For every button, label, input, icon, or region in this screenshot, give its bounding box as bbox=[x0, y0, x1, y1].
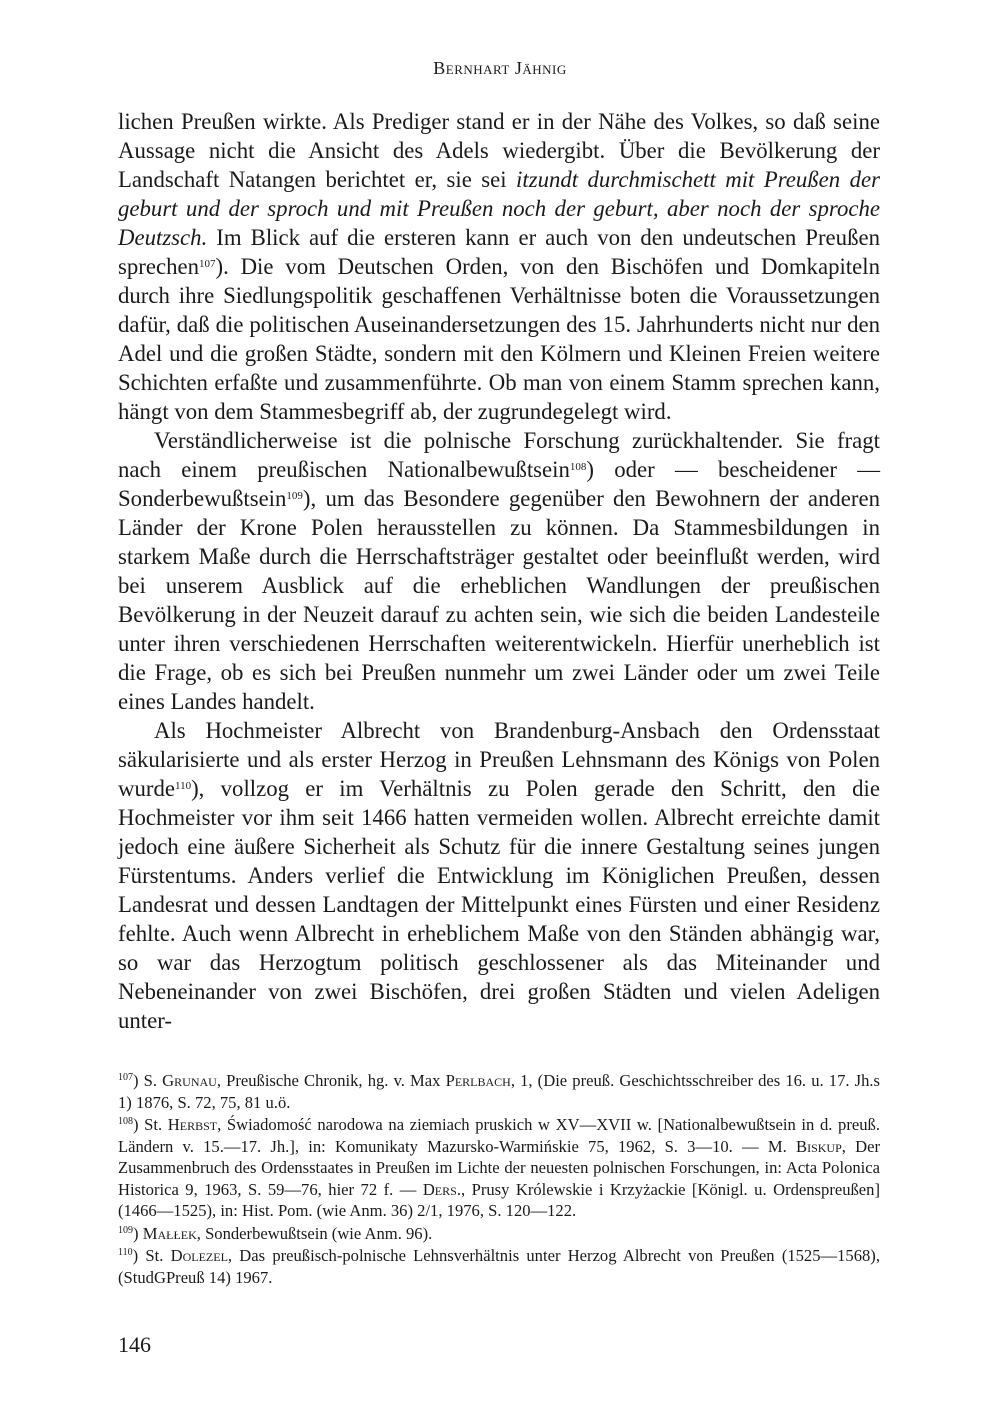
text-run: Im Blick auf die ersteren kann er auch von den undeutschen Preußen sprechen bbox=[118, 225, 880, 279]
running-head: Bernhart Jähnig bbox=[433, 58, 567, 78]
text-run: St. bbox=[145, 1246, 171, 1265]
paragraph bbox=[118, 716, 880, 1035]
author-name: Ders. bbox=[422, 1179, 461, 1199]
footnote bbox=[118, 1114, 880, 1222]
footnote bbox=[118, 1070, 880, 1113]
main-text bbox=[118, 107, 880, 1035]
text-run: , Das preußisch-polnische Lehnsverhältnis unter Herzog Albrecht von Preußen (1525—1568), (StudGPreuß 14) 1967. bbox=[118, 1246, 880, 1287]
page-number: 146 bbox=[118, 1332, 151, 1357]
text-run: , Sonderbewußtsein (wie Anm. 96). bbox=[196, 1223, 433, 1243]
text-run: , Świadomość narodowa na ziemiach pruskich w XV—XVII w. [Nationalbewußtsein in d. preuß. Ländern v. 15.—17. Jh.], in: Komunikaty Mazursko-Warmińskie 75, 1962, S. 3—10. — M. bbox=[118, 1115, 880, 1156]
text-run: ) oder — bescheidener — Sonderbewußtsein bbox=[118, 457, 880, 511]
text-run: Verständlicherweise ist die polnische Forschung zurückhaltender. Sie fragt nach einem preußischen Nationalbewußtsein bbox=[118, 428, 880, 482]
author-name: Grunau bbox=[162, 1071, 217, 1090]
footnote-number: $^{108}$) bbox=[118, 1115, 145, 1134]
text-run: S. bbox=[143, 1071, 163, 1090]
author-name: Herbst bbox=[167, 1115, 218, 1134]
text-run: , Prusy Królewskie i Krzyżackie [Königl. u. Ordenspreußen] (1466—1525), in: Hist. Pom. (wie Anm. 36) 2/1, 1976, S. 120—122. bbox=[118, 1179, 880, 1220]
text-run: ), vollzog er im Verhältnis zu Polen gerade den Schritt, den die Hochmeister vor ihm seit 1466 hatten vermeiden wollen. Albrecht erreichte damit jedoch eine äußere Sicherheit als Schutz für die innere Gestaltung seines jungen Fürstentums. Anders verlief die Entwicklung im Königlichen Preußen, dessen Landesrat und dessen Landtagen der Mittelpunkt eines Fürsten und einer Residenz fehlte. Auch wenn Albrecht in erheblichem Maße von den Ständen abhängig war, so war das Herzogtum politisch geschlossener als das Miteinander und Nebeneinander von zwei Bischöfen, drei großen Städten und vielen Adeligen unter- bbox=[118, 776, 880, 1033]
paragraph bbox=[118, 426, 880, 716]
footnote-ref: 109 bbox=[286, 490, 303, 502]
author-name: Perlbach bbox=[445, 1071, 511, 1090]
footnote-ref: 110 bbox=[174, 780, 192, 792]
footnote-number: $^{107}$) bbox=[118, 1071, 144, 1090]
text-run: , Preußische Chronik, hg. v. Max bbox=[216, 1071, 446, 1090]
footnote-number: $^{110}$) bbox=[118, 1246, 146, 1265]
text-run: lichen Preußen wirkte. Als Prediger stand er in der Nähe des Volkes, so daß seine Aussage nicht die Ansicht des Adels wiedergibt. Über die Bevölkerung der Landschaft Natangen berichtet er, sie sei bbox=[118, 109, 880, 192]
footnote-ref: 108 bbox=[569, 461, 587, 473]
text-run: , Der Zusammenbruch des Ordensstaates in Preußen im Lichte der neuesten polnischen Forschungen, in: Acta Polonica Historica 9, 1963, S. 59—76, hier 72 f. — bbox=[118, 1136, 881, 1199]
text-run: ), um das Besondere gegenüber den Bewohnern der anderen Länder der Krone Polen herausstellen zu können. Da Stammesbildungen in starkem Maße durch die Herrschaftsträger gestaltet oder beeinflußt werden, wird bei unserem Ausblick auf die erheblichen Wandlungen der preußischen Bevölkerung in der Neuzeit darauf zu achten sein, wie sich die beiden Landesteile unter ihren verschiedenen Herrschaften weiterentwickeln. Hierfür unerheblich ist die Frage, ob es sich bei Preußen nunmehr um zwei Länder oder um zwei Teile eines Landes handelt. bbox=[118, 486, 880, 714]
footnote bbox=[118, 1223, 880, 1245]
text-run: St. bbox=[144, 1115, 168, 1134]
paragraph bbox=[118, 107, 880, 426]
text-run: , 1, (Die preuß. Geschichtsschreiber des 16. u. 17. Jh.s 1) 1876, S. 72, 75, 81 u.ö. bbox=[118, 1071, 880, 1112]
footnotes bbox=[118, 1070, 880, 1289]
author-name: Dolezel bbox=[170, 1246, 228, 1265]
footnote-ref: 107 bbox=[199, 258, 216, 270]
text-run: ). Die vom Deutschen Orden, von den Bischöfen und Domkapiteln durch ihre Siedlungspolitik geschaffenen Verhältnisse boten die Voraussetzungen dafür, daß die politischen Auseinandersetzungen des 15. Jahrhunderts nicht nur den Adel und die großen Städte, sondern mit den Kölmern und Kleinen Freien weitere Schichten erfaßte und zusammenführte. Ob man von einem Stamm sprechen kann, hängt von dem Stammesbegriff ab, der zugrundegelegt wird. bbox=[118, 254, 880, 424]
italic-quote: itzundt durchmischett mit Preußen der geburt und der sproch und mit Preußen noch der geburt, aber noch der sproche Deutzsch. bbox=[118, 167, 880, 250]
text-run: Als Hochmeister Albrecht von Brandenburg-Ansbach den Ordensstaat säkularisierte und als erster Herzog in Preußen Lehnsmann des Königs von Polen wurde bbox=[118, 718, 880, 801]
author-name: Małłek bbox=[142, 1223, 197, 1243]
footnote-number: $^{109}$) bbox=[118, 1223, 143, 1243]
footnote bbox=[118, 1245, 880, 1288]
author-name: Biskup bbox=[796, 1136, 842, 1156]
